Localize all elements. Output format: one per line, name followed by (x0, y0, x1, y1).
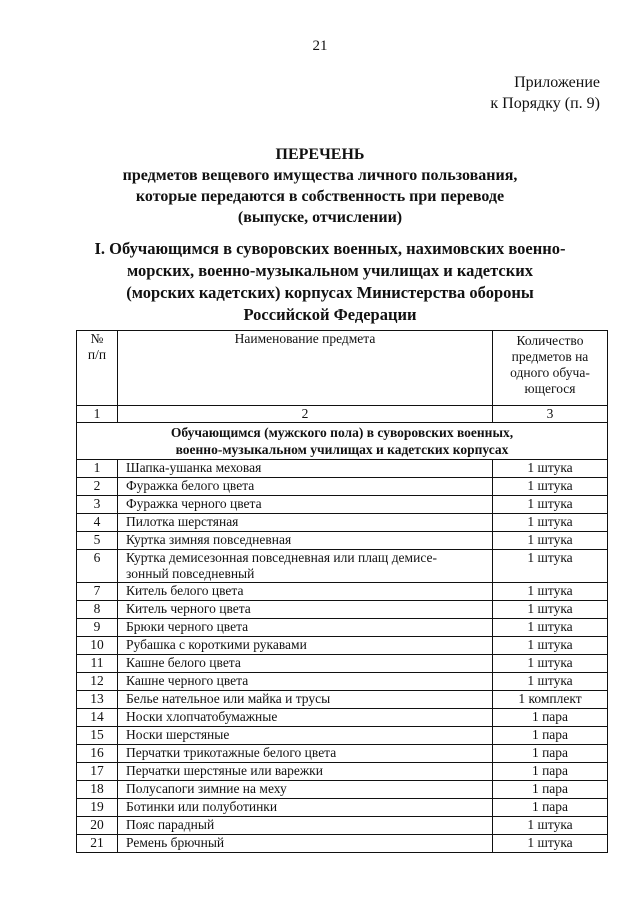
row-item-name: Куртка зимняя повседневная (118, 532, 493, 550)
row-number: 9 (77, 619, 118, 637)
group-heading-line-1: Обучающимся (мужского пола) в суворовских военных, (170, 425, 514, 440)
column-number-2: 2 (118, 406, 493, 423)
row-item-name: Пилотка шерстяная (118, 514, 493, 532)
title-line-2: которые передаются в собственность при переводе (135, 188, 505, 205)
row-quantity: 1 штука (493, 532, 608, 550)
column-number-3: 3 (493, 406, 608, 423)
row-item-name: Перчатки трикотажные белого цвета (118, 745, 493, 763)
table-row (77, 745, 608, 763)
table-row (77, 550, 608, 583)
row-item-name-line-2: зонный повседневный (126, 566, 255, 581)
row-number: 14 (77, 709, 118, 727)
appendix-note (490, 72, 600, 114)
header-number (77, 331, 118, 406)
row-item-name (118, 550, 493, 583)
row-number: 13 (77, 691, 118, 709)
table-row (77, 478, 608, 496)
row-quantity: 1 пара (493, 799, 608, 817)
row-item-name: Полусапоги зимние на меху (118, 781, 493, 799)
page-number: 21 (312, 38, 328, 54)
section-line-4: Российской Федерации (243, 305, 417, 324)
row-item-name: Фуражка белого цвета (118, 478, 493, 496)
row-item-name: Перчатки шерстяные или варежки (118, 763, 493, 781)
appendix-line-2: к Порядку (п. 9) (490, 95, 600, 112)
row-quantity: 1 штука (493, 835, 608, 853)
row-quantity: 1 штука (493, 514, 608, 532)
row-item-name: Носки шерстяные (118, 727, 493, 745)
table-row (77, 691, 608, 709)
row-item-name: Китель черного цвета (118, 601, 493, 619)
table-row (77, 637, 608, 655)
header-quantity (493, 331, 608, 406)
table-row (77, 799, 608, 817)
row-quantity: 1 пара (493, 763, 608, 781)
column-number-row (77, 406, 608, 423)
row-number: 18 (77, 781, 118, 799)
section-line-3: (морских кадетских) корпусах Министерства обороны (126, 283, 534, 302)
row-quantity: 1 штука (493, 655, 608, 673)
row-quantity: 1 штука (493, 619, 608, 637)
header-quantity-line-3: одного обуча- (510, 365, 590, 380)
row-item-name: Белье нательное или майка и трусы (118, 691, 493, 709)
table-row (77, 727, 608, 745)
row-item-name: Кашне черного цвета (118, 673, 493, 691)
row-number: 1 (77, 460, 118, 478)
section-line-1: I. Обучающимся в суворовских военных, нахимовских военно- (94, 239, 566, 258)
title-line-3: (выпуске, отчислении) (237, 209, 403, 226)
row-number: 10 (77, 637, 118, 655)
group-heading (77, 423, 608, 460)
row-number: 7 (77, 583, 118, 601)
section-heading (60, 238, 600, 326)
row-quantity: 1 пара (493, 727, 608, 745)
table-row (77, 817, 608, 835)
row-quantity: 1 штука (493, 496, 608, 514)
row-quantity: 1 штука (493, 550, 608, 583)
table-header-row (77, 331, 608, 406)
table-row (77, 655, 608, 673)
title-line-1: предметов вещевого имущества личного пользования, (122, 167, 518, 184)
header-number-line-1: № (90, 331, 104, 346)
table-row (77, 763, 608, 781)
row-number: 17 (77, 763, 118, 781)
row-number: 16 (77, 745, 118, 763)
row-item-name: Китель белого цвета (118, 583, 493, 601)
row-number: 5 (77, 532, 118, 550)
row-quantity: 1 штука (493, 817, 608, 835)
row-item-name: Ботинки или полуботинки (118, 799, 493, 817)
header-quantity-line-1: Количество (516, 333, 584, 348)
header-number-line-2: п/п (87, 347, 107, 362)
table-row (77, 835, 608, 853)
row-number: 12 (77, 673, 118, 691)
group-heading-row (77, 423, 608, 460)
row-number: 19 (77, 799, 118, 817)
row-number: 21 (77, 835, 118, 853)
row-quantity: 1 штука (493, 478, 608, 496)
table-row (77, 532, 608, 550)
row-number: 15 (77, 727, 118, 745)
row-item-name: Шапка-ушанка меховая (118, 460, 493, 478)
row-number: 20 (77, 817, 118, 835)
table-row (77, 514, 608, 532)
table-row (77, 601, 608, 619)
row-item-name-line-1: Куртка демисезонная повседневная или плащ демисе- (126, 550, 437, 565)
row-number: 11 (77, 655, 118, 673)
table-row (77, 583, 608, 601)
row-item-name: Брюки черного цвета (118, 619, 493, 637)
group-heading-line-2: военно-музыкальном училищах и кадетских корпусах (175, 442, 509, 457)
row-number: 6 (77, 550, 118, 583)
table-body (77, 423, 608, 853)
row-number: 3 (77, 496, 118, 514)
row-quantity: 1 пара (493, 745, 608, 763)
column-number-1: 1 (77, 406, 118, 423)
row-number: 4 (77, 514, 118, 532)
appendix-line-1: Приложение (514, 74, 600, 91)
header-quantity-line-4: ющегося (524, 381, 576, 396)
row-quantity: 1 штука (493, 673, 608, 691)
row-quantity: 1 штука (493, 583, 608, 601)
row-number: 2 (77, 478, 118, 496)
table-row (77, 709, 608, 727)
row-item-name: Ремень брючный (118, 835, 493, 853)
table-row (77, 781, 608, 799)
row-quantity: 1 пара (493, 709, 608, 727)
row-item-name: Рубашка с короткими рукавами (118, 637, 493, 655)
row-quantity: 1 комплект (493, 691, 608, 709)
document-title (80, 144, 560, 228)
table-row (77, 460, 608, 478)
row-item-name: Фуражка черного цвета (118, 496, 493, 514)
items-table (76, 330, 608, 853)
section-line-2: морских, военно-музыкальном училищах и кадетских (127, 261, 533, 280)
row-item-name: Пояс парадный (118, 817, 493, 835)
table-row (77, 619, 608, 637)
row-quantity: 1 штука (493, 601, 608, 619)
header-item-name: Наименование предмета (118, 331, 493, 406)
row-quantity: 1 штука (493, 460, 608, 478)
row-item-name: Кашне белого цвета (118, 655, 493, 673)
header-quantity-line-2: предметов на (511, 349, 589, 364)
table-row (77, 673, 608, 691)
row-quantity: 1 пара (493, 781, 608, 799)
row-item-name: Носки хлопчатобумажные (118, 709, 493, 727)
table-row (77, 496, 608, 514)
row-quantity: 1 штука (493, 637, 608, 655)
title-heading: ПЕРЕЧЕНЬ (275, 146, 365, 163)
row-number: 8 (77, 601, 118, 619)
